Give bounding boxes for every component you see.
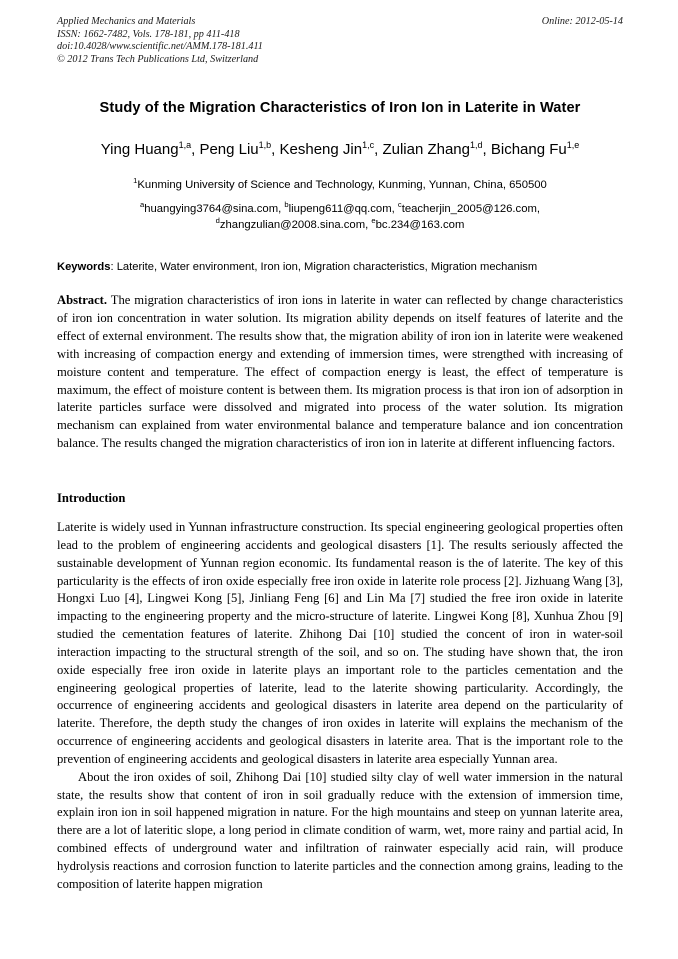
introduction-paragraph-1: Laterite is widely used in Yunnan infrastructure construction. Its special engineering geological properties often lead to the problem of engineering accidents and geological disasters [1]. The results seriously affected the sustainable development of Yunnan region economic. Its fundamental reason is the of laterite. The key of this particularity is the effects of iron oxide especially free iron oxide in laterite role process [2]. Jizhuang Wang [3], Hongxi Luo [4], Lingwei Kong [5], Jinliang Feng [6] and Lin Ma [7] studied the free iron oxide in laterite impacting to the engineering property and the micro-structure of laterite. Lingwei Kong [8], Xunhua Zhou [9] studied the cementation features of laterite. Zhihong Dai [10] studied the concent of iron in water-soil interaction impacting to the structural strength of the soil, and so on. The studing have shown that, the iron oxide especially free iron oxide in laterite plays an important role to the particles cementation and the engineering geological properties of laterite, lead to the laterite showing particularity. Accordingly, the occurrence of engineering accidents and geological disasters in laterite area depend on the particularity of laterite. Therefore, the depth study the changes of iron oxides in laterite will explains the mechanism of the occurrence of engineering accidents and geological disasters in laterite area. That is the important role to the prevention of engineering accidents and geological disasters in laterite area especially Yunnan area. — [57, 519, 623, 766]
author-separator: , — [271, 141, 280, 159]
author-separator: , — [191, 141, 200, 159]
email-address: liupeng611@qq.com — [288, 203, 392, 216]
author-list — [57, 140, 623, 159]
author-affiliation-marker: 1,d — [470, 140, 483, 151]
journal-name: Applied Mechanics and Materials — [57, 16, 196, 27]
email-marker: a — [139, 200, 145, 210]
page-content — [57, 16, 623, 894]
email-marker: b — [284, 200, 289, 210]
email-list — [57, 202, 623, 233]
introduction-paragraph-2: About the iron oxides of soil, Zhihong Dai [10] studied silty clay of well water immersion in the natural state, the results show that content of iron in soil gradually reduce with the extension of immersion time, explain iron ion in soil happened migration in nature. For the high mountains and steep on yunnan laterite area, there are a lot of lateritic slope, a long period in climate condition of warm, wet, more rainy and partial acid, In combined effects of underground water and infiltration of rainwater especially acid rain, will produce hydrolysis reactions and corrosion function to laterite particles and the connection among grains, leading to the composition of laterite happen migration — [57, 769, 623, 891]
author-name: Kesheng Jin — [279, 141, 363, 159]
author-name: Peng Liu — [199, 141, 259, 159]
abstract-label: Abstract. — [57, 293, 108, 308]
affiliation — [57, 178, 623, 193]
keywords-separator: : — [110, 261, 117, 274]
email-separator: , — [536, 203, 541, 216]
author-affiliation-marker: 1,e — [566, 140, 580, 151]
author-affiliation-marker: 1,a — [178, 140, 192, 151]
keywords-value: Laterite, Water environment, Iron ion, Migration characteristics, Migration mechanism — [116, 261, 538, 274]
email-address: huangying3764@sina.com — [144, 203, 279, 216]
email-separator: , — [278, 203, 285, 216]
author-name: Bichang Fu — [490, 141, 567, 159]
keywords-label: Keywords — [57, 261, 111, 274]
email-marker: e — [371, 216, 376, 226]
affiliation-text: Kunming University of Science and Technology, Kunming, Yunnan, China, 650500 — [137, 179, 547, 192]
author-name: Ying Huang — [100, 141, 179, 159]
issn-line: ISSN: 1662-7482, Vols. 178-181, pp 411-418 — [57, 28, 240, 40]
keywords — [57, 260, 623, 275]
email-separator: , — [391, 203, 398, 216]
doi-line: doi:10.4028/www.scientific.net/AMM.178-181.411 — [57, 41, 263, 53]
email-address: teacherjin_2005@126.com — [401, 203, 537, 216]
page-title: Study of the Migration Characteristics of Iron Ion in Laterite in Water — [99, 100, 581, 117]
author-affiliation-marker: 1,c — [362, 140, 375, 151]
section-heading-introduction: Introduction — [57, 490, 126, 505]
journal-header — [57, 16, 623, 66]
author-affiliation-marker: 1,b — [258, 140, 272, 151]
email-address: bc.234@163.com — [375, 218, 465, 231]
copyright-line: © 2012 Trans Tech Publications Ltd, Switzerland — [57, 53, 259, 65]
abstract — [57, 292, 623, 453]
email-marker: d — [215, 216, 220, 226]
email-address: zhangzulian@2008.sina.com — [219, 218, 366, 231]
affiliation-marker: 1 — [133, 176, 138, 186]
author-name: Zulian Zhang — [382, 141, 470, 159]
email-line-2 — [57, 218, 623, 234]
author-separator: , — [374, 141, 383, 159]
email-line-1 — [57, 202, 623, 218]
abstract-text: The migration characteristics of iron ions in laterite in water can reflected by change characteristics of iron ion concentration in water solution. Its migration ability depends on itself features of laterite and the effect of external environment. The results show that, the migration ability of iron ion in laterite were weakened with increasing of compaction energy and extending of immersion times, were strengthed with increasing of moisture content and temperature. The effect of compaction energy is least, the effect of temperature is maximum, the effect of moisture content is between them. Its migration process is that iron ion of adsorption in laterite particles surface were dissolved and migrated into process of the water solution. Its migration mechanism can explained from water environmental balance and temperature balance and ion concentration balance. The results changed the migration characteristics of iron ion in laterite at different influencing factors. — [57, 293, 623, 451]
email-separator: , — [365, 218, 372, 231]
online-date: Online: 2012-05-14 — [541, 16, 623, 27]
email-marker: c — [397, 200, 402, 210]
author-separator: , — [482, 141, 491, 159]
